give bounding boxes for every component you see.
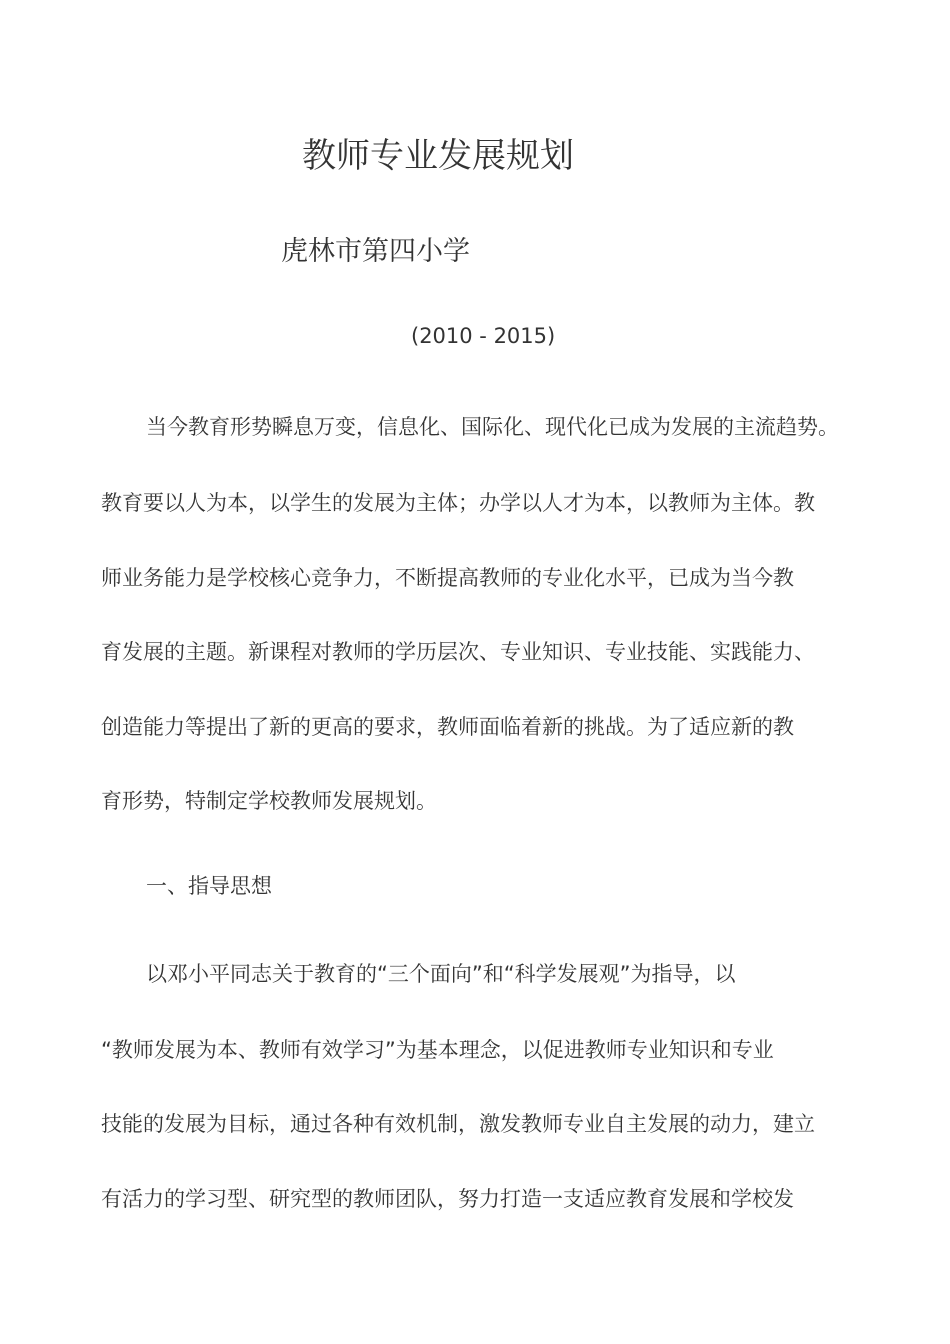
school-name: 虎林市第四小学	[281, 236, 470, 267]
intro-line: 教育要以人为本，以学生的发展为主体；办学以人才为本，以教师为主体。教	[101, 491, 815, 515]
section-line: 以邓小平同志关于教育的“三个面向”和“科学发展观”为指导，以	[146, 962, 736, 986]
section-line: 有活力的学习型、研究型的教师团队，努力打造一支适应教育发展和学校发	[101, 1187, 794, 1211]
intro-line: 创造能力等提出了新的更高的要求，教师面临着新的挑战。为了适应新的教	[101, 715, 794, 739]
intro-line: 育发展的主题。新课程对教师的学历层次、专业知识、专业技能、实践能力、	[101, 640, 815, 664]
section-heading: 一、指导思想	[146, 874, 272, 898]
document-title: 教师专业发展规划	[302, 136, 574, 176]
section-line: 技能的发展为目标，通过各种有效机制，激发教师专业自主发展的动力，建立	[101, 1112, 815, 1136]
section-line: “教师发展为本、教师有效学习”为基本理念，以促进教师专业知识和专业	[101, 1038, 774, 1062]
intro-line: 当今教育形势瞬息万变，信息化、国际化、现代化已成为发展的主流趋势。	[146, 415, 839, 439]
intro-line: 师业务能力是学校核心竞争力，不断提高教师的专业化水平，已成为当今教	[101, 566, 794, 590]
intro-line: 育形势，特制定学校教师发展规划。	[101, 789, 437, 813]
plan-years: (2010 - 2015)	[411, 324, 556, 348]
